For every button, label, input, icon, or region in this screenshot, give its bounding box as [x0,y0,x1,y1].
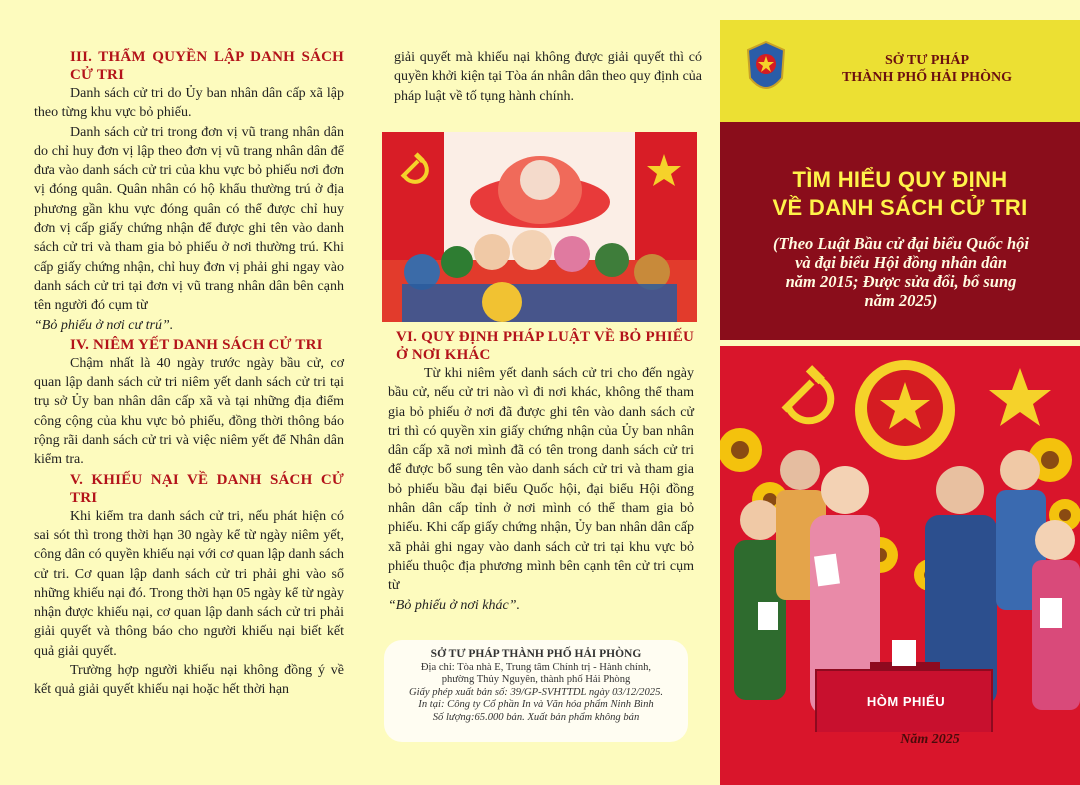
department-line1: SỞ TƯ PHÁP [884,53,969,68]
page-panel-left [0,0,376,785]
justice-emblem-icon [746,40,786,100]
cover-subtitle-line4: năm 2025) [864,291,938,310]
department-line2: THÀNH PHỐ HẢI PHÒNG [842,70,1012,85]
paragraph-iii-c: “Bỏ phiếu ở nơi cư trú”. [34,317,174,333]
election-poster-art [720,340,1080,785]
section-heading-v: V. KHIẾU NẠI VỀ DANH SÁCH CỬ TRI [70,471,344,506]
paragraph-iii-a: Danh sách cử tri do Ủy ban nhân dân cấp xã lập theo từng khu vực bỏ phiếu. [34,86,344,121]
cover-title-line1: TÌM HIỂU QUY ĐỊNH [792,167,1008,192]
cover-subtitle-line3: năm 2015; Được sửa đổi, bổ sung [785,272,1017,291]
paragraph-v-b: Trường hợp người khiếu nại không đồng ý về kết quả giải quyết khiếu nại hoặc hết thời hạn [34,663,344,698]
cover-subtitle-line1: (Theo Luật Bầu cử đại biểu Quốc hội [772,234,1030,253]
cover-title [740,166,1060,222]
cover-subtitle-line2: và đại biểu Hội đồng nhân dân [795,253,1007,272]
cover-header [720,20,1080,122]
section-heading-iii: III. THẨM QUYỀN LẬP DANH SÁCH CỬ TRI [70,49,344,83]
imprint-license: Giấy phép xuất bản số: 39/GP-SVHTTDL ngày 03/12/2025. [408,686,664,698]
paragraph-iii-b: Danh sách cử tri trong đơn vị vũ trang nhân dân do chỉ huy đơn vị lập theo đơn vị vũ trang nhân dân để đưa vào danh sách cử tri của khu vực bỏ phiếu nơi đơn vị đóng quân. Quân nhân có hộ khẩu thường trú ở địa phương gần khu vực đóng quân có thể được chỉ huy đơn vị cấp giấy chứng nhận để được ghi tên vào danh sách cử tri và tham gia bỏ phiếu ở nơi thường trú. Khi cấp giấy chứng nhận, chỉ huy đơn vị phải ghi ngay vào danh sách cử tri tại đơn vị vũ trang nhân dân bên cạnh tên người đó cụm từ [34,124,344,314]
department-name [802,52,1052,86]
ballot-box-label: HÒM PHIẾU [866,694,946,709]
national-emblem-icon [855,360,955,460]
section-heading-vi: VI. QUY ĐỊNH PHÁP LUẬT VỀ BỎ PHIẾU Ở NƠI KHÁC [396,329,694,363]
imprint-address-line2: phường Thủy Nguyên, thành phố Hải Phòng [441,674,631,686]
publisher-imprint [384,640,688,742]
imprint-title: SỞ TƯ PHÁP THÀNH PHỐ HẢI PHÒNG [430,648,642,660]
publication-year: Năm 2025 [900,732,960,747]
cover-panel [720,0,1080,785]
paragraph-vi-b: “Bỏ phiếu ở nơi khác”. [388,597,520,613]
paragraph-v-c: giải quyết mà khiếu nại không được giải quyết thì có quyền khởi kiện tại Tòa án nhân dân theo quy định của pháp luật về tố tụng hành chính. [394,50,702,104]
paragraph-iv: Chậm nhất là 40 ngày trước ngày bầu cử, cơ quan lập danh sách cử tri niêm yết danh sách cử tri tại trụ sở Ủy ban nhân dân cấp xã và tại những địa điểm công cộng của khu vực bỏ phiếu, đồng thời thông báo rộng rãi danh sách cử tri và việc niêm yết để Nhân dân kiểm tra. [34,355,344,468]
propaganda-illustration [382,132,697,322]
cover-subtitle [742,234,1060,310]
imprint-address-line1: Địa chỉ: Tòa nhà E, Trung tâm Chính trị - Hành chính, [420,661,652,673]
section-vi [388,328,694,615]
cover-title-line2: VỀ DANH SÁCH CỬ TRI [772,195,1028,220]
imprint-printer: In tại: Công ty Cổ phần In và Văn hóa phẩm Ninh Bình [418,699,654,711]
paragraph-vi-a: Từ khi niêm yết danh sách cử tri cho đến ngày bầu cử, nếu cử tri nào vì đi nơi khác, không thể tham gia bỏ phiếu ở nơi đã được ghi tên vào danh sách cử tri thì có quyền xin giấy chứng nhận của Ủy ban nhân dân cấp xã nơi mình đã có tên trong danh sách cử tri để được bổ sung tên vào danh sách cử tri và tham gia bỏ phiếu bầu đại biểu Quốc hội, đại biểu Hội đồng nhân dân cấp tỉnh ở nơi mình có thể tham gia bỏ phiếu. Khi cấp giấy chứng nhận, Ủy ban nhân dân cấp xã phải ghi ngay vào danh sách cử tri tại khu vực bỏ phiếu thuộc địa phương mình bên cạnh tên cử tri cụm từ [388,366,694,594]
imprint-quantity: Số lượng:65.000 bản. Xuất bản phẩm không bán [432,711,640,723]
paragraph-v-a: Khi kiểm tra danh sách cử tri, nếu phát hiện có sai sót thì trong thời hạn 30 ngày kể từ ngày niêm yết, công dân có quyền khiếu nại với cơ quan lập danh sách cử tri. Cơ quan lập danh sách cử tri phải ghi vào sổ những khiếu nại đó. Trong thời hạn 05 ngày kể từ ngày nhận được khiếu nại, cơ quan lập danh sách cử tri phải giải quyết và thông báo cho người khiếu nại biết kết quả giải quyết. [34,508,344,659]
section-heading-iv: IV. NIÊM YẾT DANH SÁCH CỬ TRI [70,336,323,353]
cover-title-box [720,122,1080,340]
